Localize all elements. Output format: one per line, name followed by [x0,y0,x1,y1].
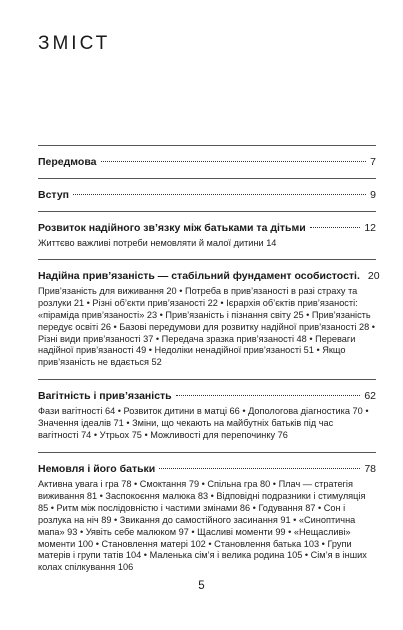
divider [38,145,376,146]
toc-section-infant[interactable] [38,463,376,574]
divider [38,452,376,453]
dot-leader [101,161,367,162]
toc-section-label: Надійна прив’язаність — стабільний фундамент особистості. [38,269,360,282]
toc-subentries: Фази вагітності 64 • Розвиток дитини в матці 66 • Допологова діагностика 70 • Значення ідеалів 71 • Зміни, що чекають на майбутніх батьків під час вагітності 74 • Утрьох 75 • Можливості для перепочинку 76 [38,406,369,441]
dot-leader [310,227,361,228]
toc-section-label: Немовля і його батьки [38,462,156,475]
divider [38,379,376,380]
toc-page-number: 12 [364,222,376,234]
toc-section-label: Вагітність і прив’язаність [38,390,172,403]
dot-leader [159,468,360,469]
toc-page-number: 20 [367,269,380,282]
toc-page-number: 62 [364,390,376,403]
toc-section-pregnancy[interactable] [38,390,376,442]
toc-entry-label: Вступ [38,189,70,201]
toc-page-number: 7 [370,156,376,168]
divider [38,178,376,179]
page-number: 5 [198,580,205,592]
toc-entry-bond-development[interactable] [38,222,376,250]
toc-entry-label: Розвиток надійного зв’язку між батьками та дітьми [38,222,306,234]
toc-page-number: 78 [364,462,376,475]
toc-subentries: Активна увага і гра 78 • Смоктання 79 • Спільна гра 80 • Плач — стратегія виживання 81 • Заспокоєння малюка 83 • Відповідні подразники і стимуляція 85 • Ритм між послідовністю і частими змінами 86 • Годування 87 • Сон і розлука на ніч 89 • Звикання до самостійного засинання 91 • «Синоптична мапа» 93 • Уявіть себе малюком 97 • Щасливі моменти 99 • «Нещасливі» моменти 100 • Становлення матері 102 • Становлення батька 103 • Групи матерів і групи татів 104 • Маленька сім’я і велика родина 105 • Сім’я в інших колах спілкування 106 [38,478,367,573]
dot-leader [73,194,366,195]
divider [38,259,376,260]
toc-entry-foreword[interactable] [38,156,376,169]
toc-section-secure-attachment[interactable] [38,269,380,369]
divider [38,211,376,212]
toc-subentries: Життєво важливі потреби немовляти й малої дитини 14 [38,238,277,248]
toc-page-number: 9 [370,189,376,201]
toc-subentries: Прив’язаність для виживання 20 • Потреба в прив’язаності в разі страху та розлуки 21 • Різні об’єкти прив’язаності 22 • Ієрархія об’єктів прив’язаності: «піраміда прив’язаності» 23 • Прив’язаність і пізнання світу 25 • Прив’язаність передує освіті 26 • Базові передумови для розвитку надійної прив’язаності 28 • Різні види прив’язаності 37 • Передача зразка прив’язаності 48 • Переваги надійної прив’язаності 49 • Недоліки ненадійної прив’язаності 51 • Якщо прив’язаність не вдається 52 [38,285,376,368]
page-title: ЗМІСТ [38,33,111,54]
toc-entry-label: Передмова [38,156,97,168]
dot-leader [176,395,361,396]
toc-entry-introduction[interactable] [38,189,376,202]
table-of-contents [38,136,380,584]
